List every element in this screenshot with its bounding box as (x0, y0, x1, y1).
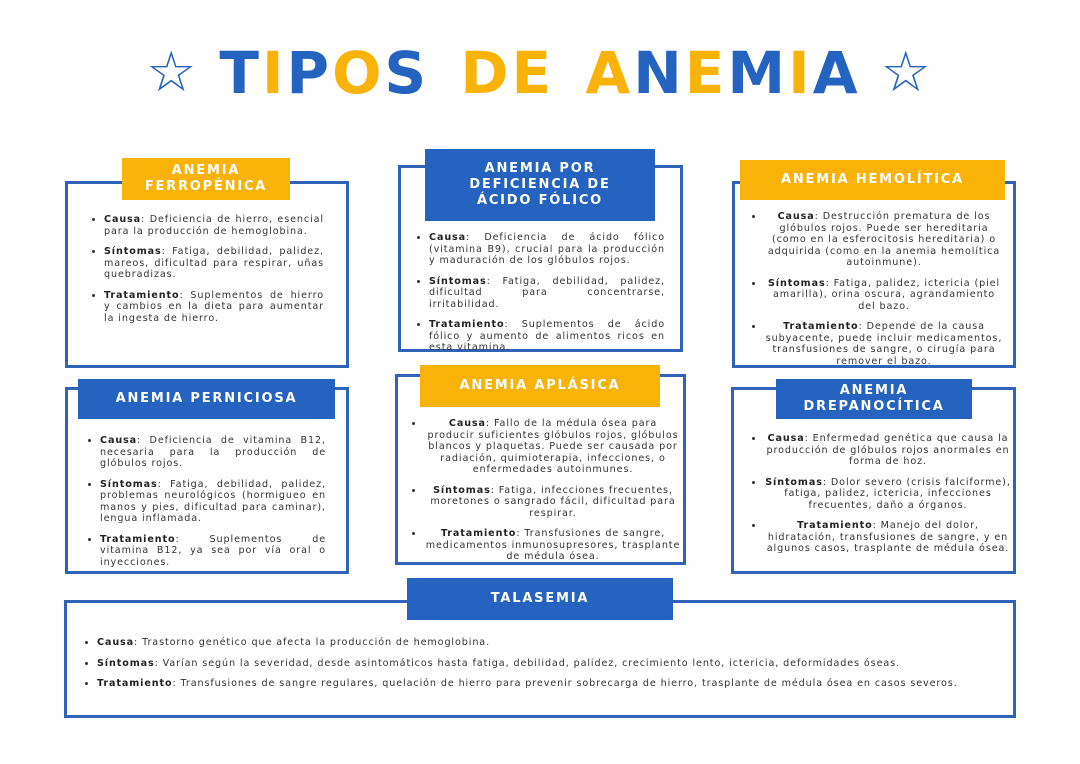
item-label: Síntomas (104, 246, 162, 257)
star-icon: ☆ (146, 40, 200, 105)
item-label: Síntomas (433, 484, 491, 496)
list-item (424, 528, 682, 563)
card-list (417, 232, 665, 363)
title-letter: E (684, 39, 728, 107)
item-text: : Deficiencia de ácido fólico (vitamina B9), crucial para la producción y maduración de los glóbulos rojos. (429, 232, 665, 266)
item-label: Tratamiento (440, 528, 517, 539)
list-item (429, 232, 665, 267)
item-label: Tratamiento (104, 289, 180, 301)
title-letter: T (219, 39, 262, 107)
item-label: Síntomas (100, 478, 158, 490)
list-item (97, 658, 1010, 670)
card-title: ANEMIA PERNICIOSA (78, 379, 335, 419)
item-text: : Fatiga, debilidad, palidez, mareos, dificultad para respirar, uñas quebradizas. (104, 246, 324, 280)
item-text: : Fatiga, debilidad, palidez, dificultad para concentrarse, irritabilidad. (429, 275, 665, 310)
title-letter: S (384, 39, 430, 107)
item-text: : Suplementos de vitamina B12, ya sea por vía oral o inyecciones. (100, 533, 326, 568)
card-list (752, 433, 1012, 564)
item-label: Síntomas (767, 277, 826, 289)
list-item (429, 319, 665, 354)
title-letter: A (812, 39, 861, 107)
list-item (764, 321, 1004, 367)
page-title (0, 38, 1080, 108)
list-item (429, 276, 665, 311)
item-text: : Destrucción prematura de los glóbulos rojos. Puede ser hereditaria (como en la esferocitosis hereditaria) o adquirida (como en la anemia hemolítica autoinmune). (767, 211, 1001, 268)
item-label: Causa (97, 637, 135, 648)
list-item (424, 485, 682, 520)
item-text: : Manejo del dolor, hidratación, transfusiones de sangre, y en algunos casos, trasplante de médula ósea. (766, 520, 1010, 554)
list-item (764, 278, 1004, 313)
item-text: : Fatiga, debilidad, palidez, problemas neurológicos (hormigueo en manos y pies, dificultad para caminar), lengua inflamada. (100, 478, 326, 524)
item-label: Causa (777, 211, 815, 222)
item-label: Tratamiento (797, 520, 873, 531)
item-label: Causa (448, 418, 486, 429)
card-title: ANEMIA FERROPÉNICA (122, 158, 290, 200)
item-text: : Transfusiones de sangre regulares, quelación de hierro para prevenir sobrecarga de hierro, trasplante de médula ósea en casos severos. (172, 678, 958, 689)
list-item (104, 246, 324, 281)
list-item (97, 678, 1010, 690)
item-text: : Deficiencia de hierro, esencial para la producción de hemoglobina. (104, 214, 324, 237)
title-letter: A (585, 39, 634, 107)
list-item (97, 637, 1010, 649)
item-label: Tratamiento (100, 533, 176, 545)
card-list (88, 435, 326, 577)
title-letter: D (460, 39, 512, 107)
star-icon: ☆ (880, 40, 934, 105)
item-text: : Deficiencia de vitamina B12, necesaria para la producción de glóbulos rojos. (100, 435, 326, 469)
item-label: Tratamiento (97, 678, 173, 689)
list-item (100, 435, 326, 470)
item-text: : Fatiga, infecciones frecuentes, moretones o sangrado fácil, dificultad para respirar. (430, 484, 676, 519)
card-list (412, 418, 682, 572)
title-letter: E (511, 39, 555, 107)
title-letter: I (788, 39, 813, 107)
list-item (424, 418, 682, 476)
list-item (100, 479, 326, 525)
title-letter: I (261, 39, 287, 107)
card-list (92, 214, 324, 333)
list-item (764, 211, 1004, 269)
card-list (752, 211, 1004, 376)
item-text: : Trastorno genético que afecta la producción de hemoglobina. (134, 637, 491, 648)
item-label: Causa (767, 433, 805, 444)
list-item (764, 477, 1012, 512)
item-label: Causa (429, 232, 467, 243)
list-item (764, 433, 1012, 468)
item-text: : Suplementos de hierro y cambios en la dieta para aumentar la ingesta de hierro. (104, 289, 324, 324)
item-text: : Fallo de la médula ósea para producir suficientes glóbulos rojos, glóbulos blancos y plaquetas. Puede ser causada por radiación, quimioterapia, infecciones, o enfermedades autoinmunes. (427, 418, 679, 475)
item-text: : Fatiga, palidez, ictericia (piel amarilla), orina oscura, agrandamiento del bazo. (772, 277, 1001, 312)
list-item (764, 520, 1012, 555)
title-text (219, 39, 860, 107)
item-label: Síntomas (429, 275, 487, 287)
item-label: Tratamiento (429, 319, 505, 330)
list-item (104, 290, 324, 325)
list-item (100, 534, 326, 569)
item-label: Síntomas (97, 657, 155, 669)
title-letter: P (286, 39, 333, 107)
title-letter: M (727, 39, 789, 107)
card-list (85, 637, 1010, 699)
card-title: ANEMIA DREPANOCÍTICA (776, 379, 972, 419)
list-item (104, 214, 324, 237)
card-title: ANEMIA POR DEFICIENCIA DE ÁCIDO FÓLICO (425, 149, 655, 221)
card-title: ANEMIA APLÁSICA (420, 365, 660, 407)
item-label: Causa (100, 435, 138, 446)
item-text: : Transfusiones de sangre, medicamentos inmunosupresores, trasplante de médula ósea. (425, 528, 681, 562)
card-title: TALASEMIA (407, 578, 673, 620)
item-label: Síntomas (765, 476, 823, 488)
title-letter: N (633, 39, 685, 107)
item-text: : Dolor severo (crisis falciforme), fatiga, palidez, ictericia, infecciones frecuentes, daño a órganos. (784, 476, 1011, 511)
item-text: : Suplementos de ácido fólico y aumento de alimentos ricos en esta vitamina. (429, 319, 665, 353)
item-text: : Varían según la severidad, desde asintomáticos hasta fatiga, debilidad, palidez, crecimiento lento, ictericia, deformidades óseas. (154, 657, 900, 669)
item-text: : Depende de la causa subyacente, puede incluir medicamentos, transfusiones de sangre, o cirugía para remover el bazo. (765, 321, 1003, 367)
card-title: ANEMIA HEMOLÍTICA (740, 160, 1005, 200)
item-text: : Enfermedad genética que causa la producción de glóbulos rojos anormales en forma de hoz. (766, 433, 1010, 467)
title-letter: O (332, 39, 385, 107)
item-label: Causa (104, 214, 142, 225)
item-label: Tratamiento (783, 321, 859, 332)
